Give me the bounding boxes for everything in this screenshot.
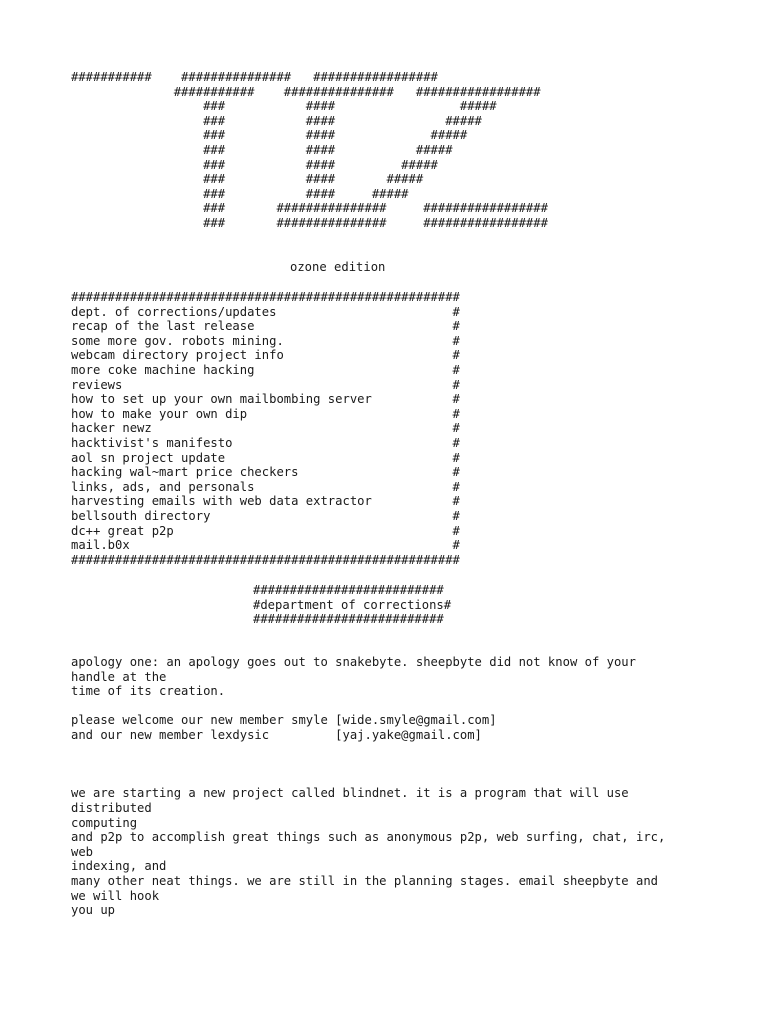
blindnet-paragraph	[71, 786, 665, 917]
toc-item: hacker newz #	[71, 421, 460, 436]
blindnet-line: web	[71, 844, 94, 859]
toc-item: more coke machine hacking #	[71, 362, 460, 377]
blindnet-line: we will hook	[71, 888, 160, 903]
toc-item: webcam directory project info #	[71, 348, 460, 363]
apology-line: handle at the	[71, 669, 167, 684]
toc-item: hacking wal~mart price checkers #	[71, 465, 460, 480]
toc-item: how to make your own dip #	[71, 406, 460, 421]
toc-item: recap of the last release #	[71, 319, 460, 334]
table-of-contents	[71, 290, 460, 567]
toc-border-bottom: #####################################################	[71, 552, 460, 567]
toc-border-top: #####################################################	[71, 290, 460, 304]
toc-item: how to set up your own mailbombing server #	[71, 392, 460, 407]
toc-items	[71, 305, 460, 553]
blindnet-line: many other neat things. we are still in the planning stages. email sheepbyte and	[71, 873, 658, 888]
toc-item: hacktivist's manifesto #	[71, 435, 460, 450]
blindnet-line: we are starting a new project called blindnet. it is a program that will use	[71, 786, 629, 801]
blindnet-line: computing	[71, 815, 138, 830]
toc-item: dept. of corrections/updates #	[71, 304, 460, 319]
toc-item: mail.b0x #	[71, 538, 460, 553]
dept-header-top: ##########################	[253, 583, 444, 597]
toc-item: reviews #	[71, 377, 460, 392]
toc-item: bellsouth directory #	[71, 508, 460, 523]
ascii-logo: ########### ############### ################# ########### ############### ################# ### #### ##### ### #### ##### ### #### ##### ### #### ##### ### #### ##### ### #### ##### ### #### ##### ### ############### ################# ### ############### #################	[71, 70, 548, 230]
blindnet-line: you up	[71, 903, 116, 918]
welcome-line: please welcome our new member smyle [wide.smyle@gmail.com]	[71, 713, 497, 728]
toc-item: dc++ great p2p #	[71, 523, 460, 538]
edition-label: ozone edition	[290, 260, 386, 274]
blindnet-line: distributed	[71, 800, 152, 815]
dept-header-bottom: ##########################	[253, 612, 444, 627]
toc-item: aol sn project update #	[71, 450, 460, 465]
toc-item: harvesting emails with web data extractor #	[71, 494, 460, 509]
apology-line: time of its creation.	[71, 684, 226, 699]
dept-corrections-header	[253, 583, 451, 627]
apology-line: apology one: an apology goes out to snakebyte. sheepbyte did not know of your	[71, 655, 636, 669]
toc-item: some more gov. robots mining. #	[71, 333, 460, 348]
blindnet-line: indexing, and	[71, 859, 167, 874]
toc-item: links, ads, and personals #	[71, 479, 460, 494]
blindnet-line: and p2p to accomplish great things such as anonymous p2p, web surfing, chat, irc,	[71, 830, 666, 845]
welcome-line: and our new member lexdysic [yaj.yake@gmail.com]	[71, 727, 482, 742]
body-text	[71, 655, 665, 918]
dept-header-title: #department of corrections#	[253, 597, 452, 612]
